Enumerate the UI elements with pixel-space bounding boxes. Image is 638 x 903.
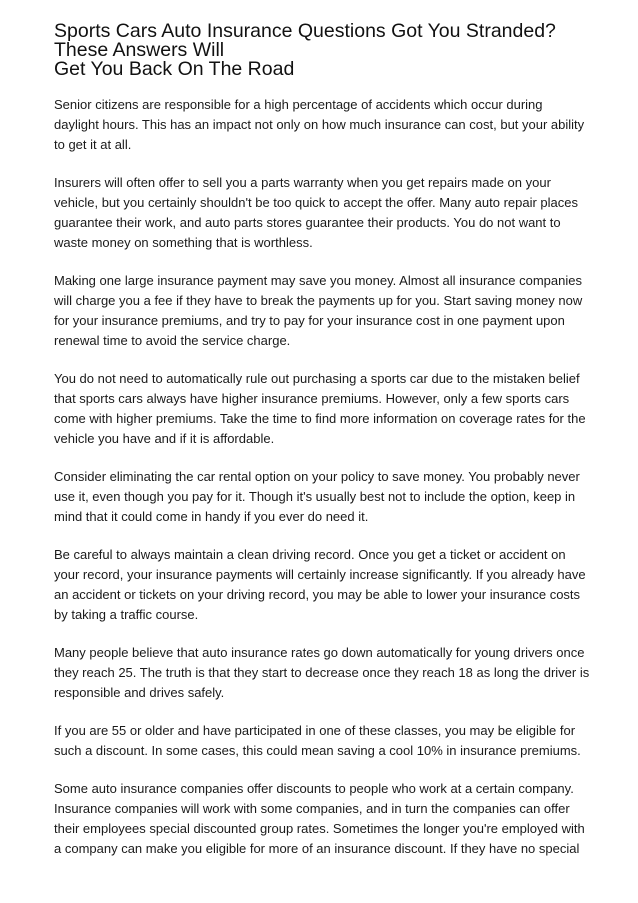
title-line-3: Get You Back On The Road bbox=[54, 58, 295, 80]
paragraph-young-drivers: Many people believe that auto insurance rates go down automatically for young drivers once they reach 25. The truth is that they start to decrease once they reach 18 as long the driver is responsible and drives safely. bbox=[54, 645, 590, 700]
paragraph-sports-cars: You do not need to automatically rule out purchasing a sports car due to the mistaken belief that sports cars always have higher insurance premiums. However, only a few sports cars come with higher premiums. Take the time to find more information on coverage rates for the vehicle you have and if it is affordable. bbox=[54, 371, 586, 446]
document-body bbox=[54, 95, 590, 859]
paragraph-company-discounts: Some auto insurance companies offer discounts to people who work at a certain company. Insurance companies will work with some companies, and in turn the companies can offer their employees special discounted group rates. Sometimes the longer you're employed with a company can make you eligible for more of an insurance discount. If they have no special bbox=[54, 781, 585, 856]
document-page bbox=[54, 22, 590, 877]
paragraph-parts-warranty: Insurers will often offer to sell you a parts warranty when you get repairs made on your vehicle, but you certainly shouldn't be too quick to accept the offer. Many auto repair places guarantee their work, and auto parts stores guarantee their products. You do not want to waste money on something that is worthless. bbox=[54, 175, 578, 250]
document-title bbox=[54, 22, 590, 79]
paragraph-55-or-older: If you are 55 or older and have participated in one of these classes, you may be eligible for such a discount. In some cases, this could mean saving a cool 10% in insurance premiums. bbox=[54, 723, 581, 758]
title-line-2: These Answers Will bbox=[54, 39, 225, 61]
paragraph-car-rental: Consider eliminating the car rental option on your policy to save money. You probably never use it, even though you pay for it. Though it's usually best not to include the option, keep in mind that it could come in handy if you ever do need it. bbox=[54, 469, 580, 524]
paragraph-driving-record: Be careful to always maintain a clean driving record. Once you get a ticket or accident on your record, your insurance payments will certainly increase significantly. If you already have an accident or tickets on your driving record, you may be able to lower your insurance costs by taking a traffic course. bbox=[54, 547, 586, 622]
title-line-1: Sports Cars Auto Insurance Questions Got You Stranded? bbox=[54, 20, 556, 42]
paragraph-senior-citizens: Senior citizens are responsible for a high percentage of accidents which occur during daylight hours. This has an impact not only on how much insurance can cost, but your ability to get it at all. bbox=[54, 97, 585, 152]
paragraph-single-payment: Making one large insurance payment may save you money. Almost all insurance companies will charge you a fee if they have to break the payments up for you. Start saving money now for your insurance premiums, and try to pay for your insurance cost in one payment upon renewal time to avoid the service charge. bbox=[54, 273, 583, 348]
